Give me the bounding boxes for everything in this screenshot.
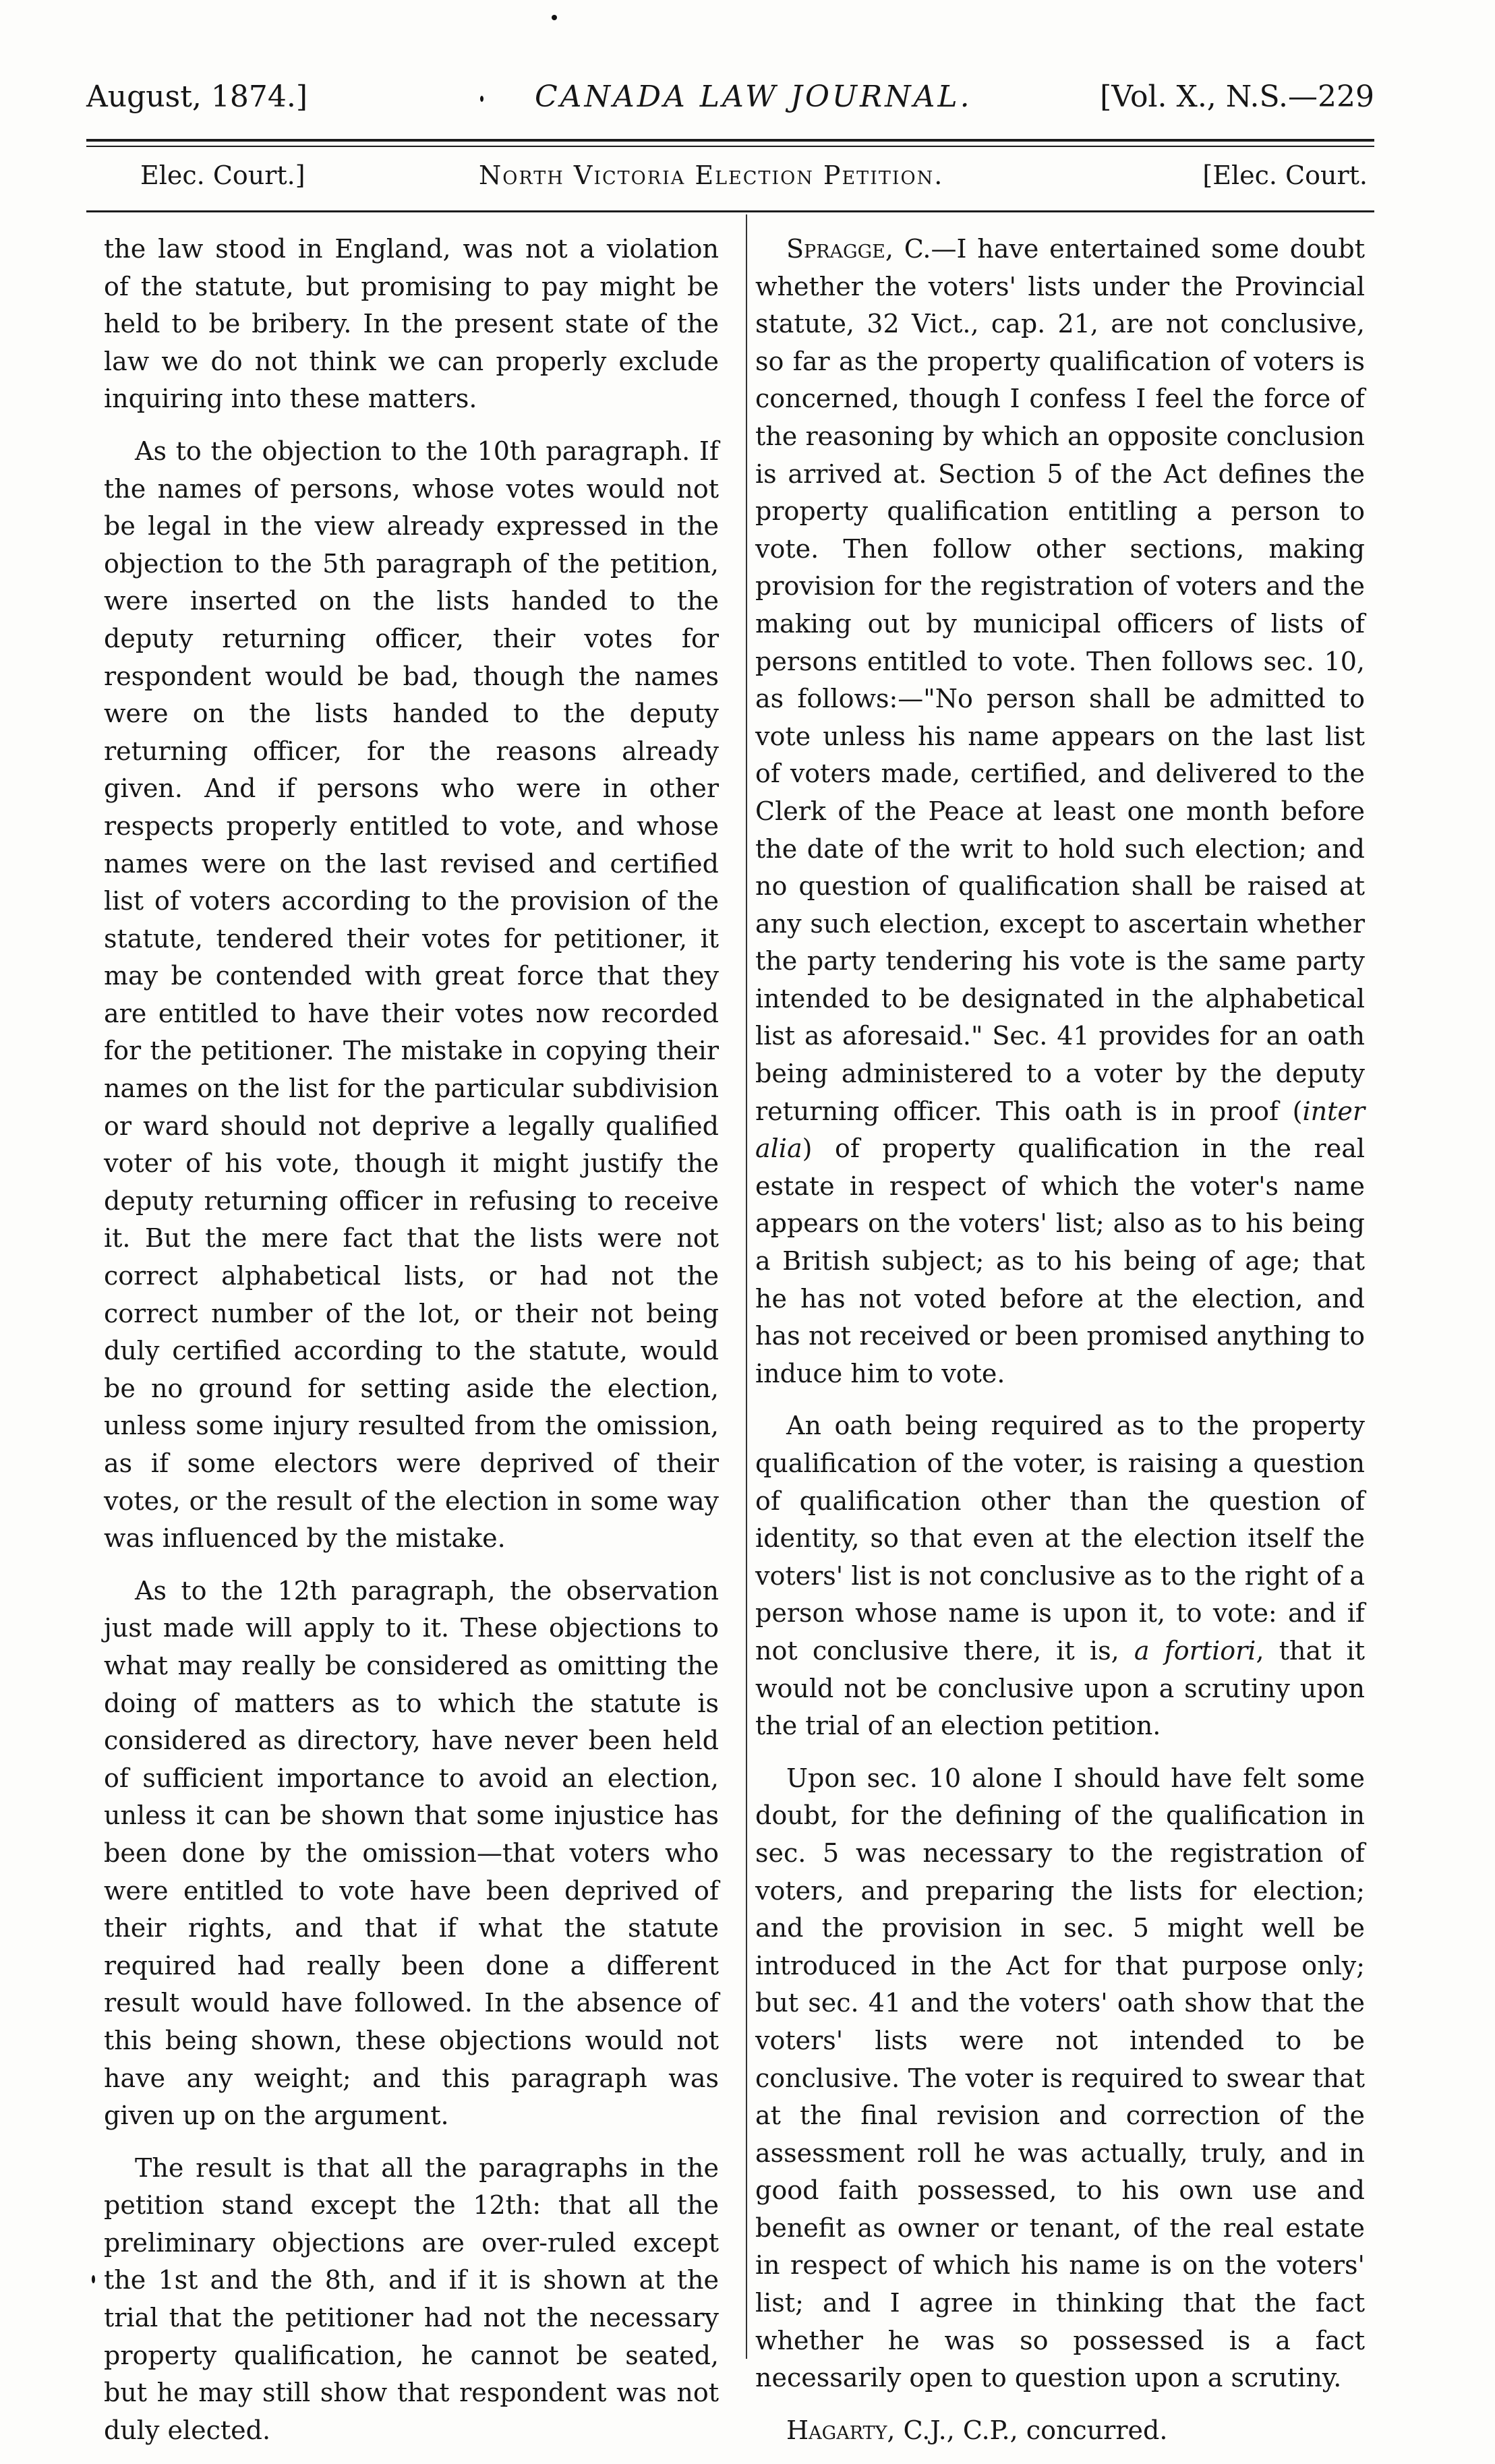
paragraph-text: —I have entertained some doubt whether the voters' lists under the Provincial statute, 32 Vict., cap. 21, are not conclusive, so far as the property qualification of voters is concerned, though I confess I feel the force of the reasoning by which an opposite conclusion is arrived at. Section 5 of the Act defines the property qualification entitling a person to vote. Then follow other sections, making provision for the registration of voters and the making out by municipal officers of lists of persons entitled to vote. Then follows sec. 10, as follows:—"No person shall be admitted to vote unless his name appears on the last list of voters made, certified, and delivered to the Clerk of the Peace at least one month before the date of the writ to hold such election; and no question of qualification shall be raised at any such election, except to ascertain whether the party tendering his vote is the same party intended to be designated in the alphabetical list as aforesaid." Sec. 41 provides for an oath being administered to a voter by the deputy returning officer. This oath is in proof (	[755, 234, 1365, 1126]
left-column	[104, 231, 719, 2464]
paragraph	[755, 1407, 1365, 1744]
journal-title: CANADA LAW JOURNAL.	[535, 80, 972, 114]
scan-speck	[92, 2275, 95, 2283]
paragraph: As to the 12th paragraph, the observation just made will apply to it. These objections to what may really be considered as omitting the doing of matters as to which the statute is considered as directory, have never been held of sufficient importance to avoid an election, unless it can be shown that some injustice has been done by the omission—that voters who were entitled to vote have been deprived of their rights, and that if what the statute required had really been done a different result would have followed. In the absence of this being shown, these objections would not have any weight; and this paragraph was given up on the argument.	[104, 1575, 719, 2131]
paragraph-text: , concurred.	[1009, 2415, 1168, 2445]
italic-phrase: inter alia	[755, 1096, 1365, 1164]
header-rule	[86, 139, 1374, 142]
court-label-right: [Elec. Court.	[1202, 160, 1368, 190]
paragraph-text: ) of property qualification in the real estate in respect of which the voter's name appears on the voters' list; also as to his being a British subject; as to his being of age; that he has not voted before at the election, and has not received or been promised anything to induce him to vote.	[755, 1134, 1365, 1388]
paragraph: Upon sec. 10 alone I should have felt some doubt, for the defining of the qualification in sec. 5 was necessary to the registration of voters, and preparing the lists for election; and the provision in sec. 5 might well be introduced in the Act for that purpose only; but sec. 41 and the voters' oath show that the voters' lists were not intended to be conclusive. The voter is required to swear that at the final revision and correction of the assessment roll he was actually, truly, and in good faith possessed, to his own use and benefit as owner or tenant, of the real estate in respect of which his name is on the voters' list; and I agree in thinking that the fact whether he was so possessed is a fact necessarily open to question upon a scrutiny.	[755, 1763, 1365, 2393]
paragraph	[755, 2412, 1365, 2450]
paragraph: The result is that all the paragraphs in the petition stand except the 12th: that all the preliminary objections are over-ruled except the 1st and the 8th, and if it is shown at the trial that the petitioner had not the necessary property qualification, he cannot be seated, but he may still show that respondent was not duly elected.	[104, 2152, 719, 2445]
case-header-rule	[86, 210, 1374, 212]
court-label-left: Elec. Court.]	[140, 160, 305, 190]
italic-phrase: a fortiori	[1134, 1635, 1256, 1666]
paragraph: As to the objection to the 10th paragraph. If the names of persons, whose votes would not be legal in the view already expressed in the objection to the 5th paragraph of the petition, were inserted on the lists handed to the deputy returning officer, their votes for respondent would be bad, though the names were on the lists handed to the deputy returning officer, for the reasons already given. And if persons who were in other respects properly entitled to vote, and whose names were on the last revised and certified list of voters according to the provision of the statute, tendered their votes for petitioner, it may be contended with great force that they are entitled to have their votes now recorded for the petitioner. The mistake in copying their names on the list for the particular subdivision or ward should not deprive a legally qualified voter of his vote, though it might justify the deputy returning officer in refusing to receive it. But the mere fact that the lists were not correct alphabetical lists, or had not the correct number of the lot, or their not being duly certified according to the statute, would be no ground for setting aside the election, unless some injury resulted from the omission, as if some electors were deprived of their votes, or the result of the election in some way was influenced by the mistake.	[104, 436, 719, 1554]
scan-speck	[552, 15, 557, 20]
volume-page: [Vol. X., N.S.—229	[1100, 80, 1374, 114]
speaker-name: Hagarty, C.J., C.P.	[786, 2415, 1010, 2445]
header-rule-thin	[86, 146, 1374, 147]
paragraph-text: , that it would not be conclusive upon a scrutiny upon the trial of an election petition.	[755, 1635, 1365, 1741]
issue-date: August, 1874.]	[86, 80, 307, 114]
paragraph	[755, 231, 1365, 1392]
paragraph-text: An oath being required as to the property qualification of the voter, is raising a question of qualification other than the question of identity, so that even at the election itself the voters' list is not conclusive as to the right of a person whose name is upon it, to vote: and if not conclusive there, it is,	[755, 1411, 1365, 1666]
scan-speck	[480, 96, 483, 102]
running-header	[86, 80, 1374, 134]
speaker-name: Spragge, C.	[786, 234, 931, 264]
case-header	[86, 156, 1374, 204]
right-column	[755, 231, 1365, 2464]
case-title: North Victoria Election Petition.	[479, 160, 944, 190]
column-divider	[746, 214, 747, 2359]
paragraph: the law stood in England, was not a violation of the statute, but promising to pay might be held to be bribery. In the present state of the law we do not think we can properly exclude inquiring into these matters.	[104, 234, 719, 414]
